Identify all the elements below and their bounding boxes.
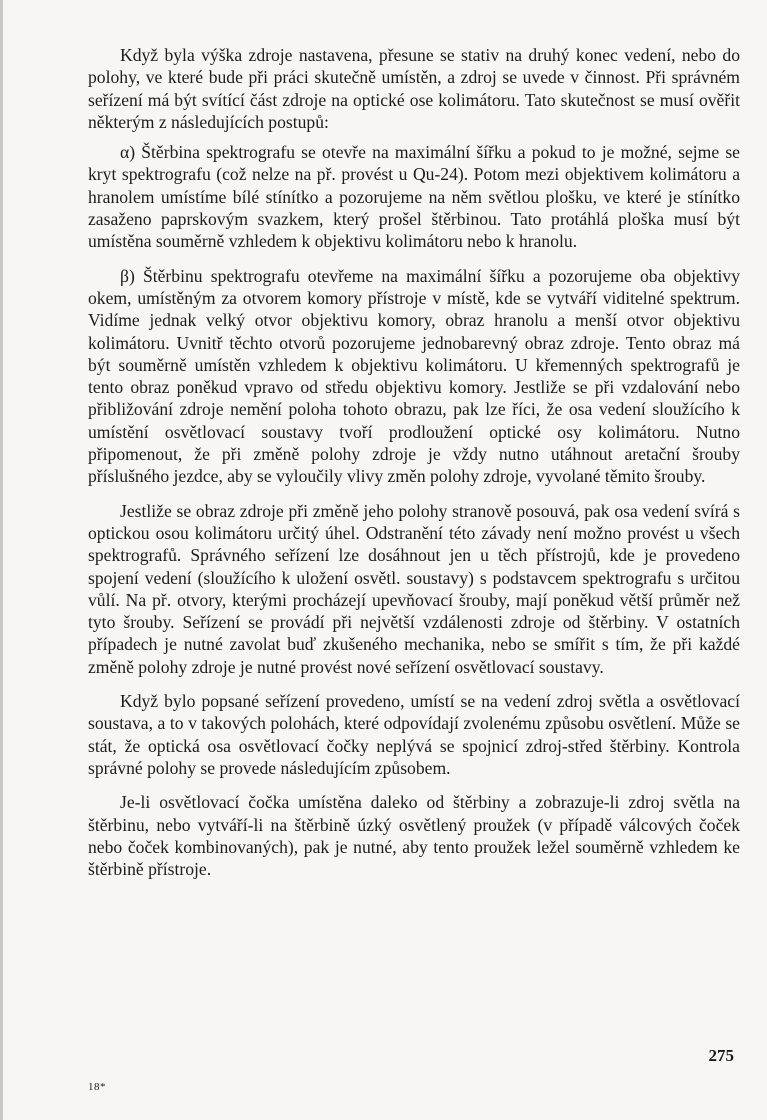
page-number: 275 (708, 1046, 734, 1065)
paragraph-lateral-shift: Jestliže se obraz zdroje při změně jeho polohy stranově posouvá, pak osa vedení svírá s optickou osou kolimátoru určitý úhel. Odstranění této závady není možno provést u všech spektrografů. Správného seřízení lze dosáhnout jen u těch přístrojů, kde je provedeno spojení vedení (sloužícího k uložení osvětl. soustavy) s podstavcem spektrografu s určitou vůlí. Na př. otvory, kterými procházejí upevňovací šrouby, mají poněkud větší průměr než tyto šrouby. Seřízení se provádí při největší vzdálenosti zdroje od štěrbiny. V ostatních případech je nutné zavolat buď zkušeného mechanika, nebo se smířit s tím, že při každé změně polohy zdroje je nutné provést nové seřízení osvětlovací soustavy. (88, 500, 740, 677)
signature-mark: 18* (88, 1081, 106, 1093)
paragraph-intro: Když byla výška zdroje nastavena, přesune se stativ na druhý konec vedení, nebo do polohy, ve které bude při práci skutečně umístěn, a zdroj se uvede v činnost. Při správném seřízení má být svítící část zdroje na optické ose kolimátoru. Tato skutečnost se musí ověřit některým z následujících postupů: (88, 45, 740, 132)
paragraph-lens-check: Je-li osvětlovací čočka umístěna daleko od štěrbiny a zobrazuje-li zdroj světla na štěrbinu, nebo vytváří-li na štěrbině úzký osvětlený proužek (v případě válcových čoček nebo čoček kombinovaných), pak je nutné, aby tento proužek ležel souměrně vzhledem ke štěrbině přístroje. (88, 792, 740, 880)
page-body (88, 44, 740, 892)
paragraph-method-alpha: α) Štěrbina spektrografu se otevře na maximální šířku a pokud to je možné, sejme se kryt spektrografu (což nelze na př. provést u Qu-24). Potom mezi objektivem kolimátoru a hranolem umístíme bílé stínítko a pozorujeme na něm světlou plošku, ve které je stínítko zasaženo paprskovým svazkem, který prošel štěrbinou. Tato protáhlá ploška musí být umístěna souměrně vzhledem k objektivu kolimátoru nebo k hranolu. (88, 142, 740, 252)
paragraph-source-placement: Když bylo popsané seřízení provedeno, umístí se na vedení zdroj světla a osvětlovací soustava, a to v takových polohách, které odpovídají zvolenému způsobu osvětlení. Může se stát, že optická osa osvětlovací čočky neplývá se spojnicí zdroj-střed štěrbiny. Kontrola správné polohy se provede následujícím způsobem. (88, 691, 740, 778)
paragraph-method-beta: β) Štěrbinu spektrografu otevřeme na maximální šířku a pozorujeme oba objektivy okem, umístěným za otvorem komory přístroje v místě, kde se vytváří viditelné spektrum. Vidíme jednak velký otvor objektivu komory, obraz hranolu a menší otvor objektivu kolimátoru. Uvnitř těchto otvorů pozorujeme jednobarevný obraz zdroje. Tento obraz má být souměrně umístěn vzhledem k objektivu kolimátoru. U křemenných spektrografů je tento obraz poněkud vpravo od středu objektivu komory. Jestliže se při vzdalování nebo přibližování zdroje nemění poloha tohoto obrazu, pak lze říci, že osa vedení sloužícího k umístění osvětlovací soustavy tvoří prodloužení optické osy kolimátoru. Nutno připomenout, že při změně polohy zdroje je vždy nutno utáhnout aretační šrouby příslušného jezdce, aby se vyloučily vlivy změn polohy zdroje, vyvolané těmito šrouby. (88, 265, 740, 487)
page-edge (0, 0, 3, 1120)
